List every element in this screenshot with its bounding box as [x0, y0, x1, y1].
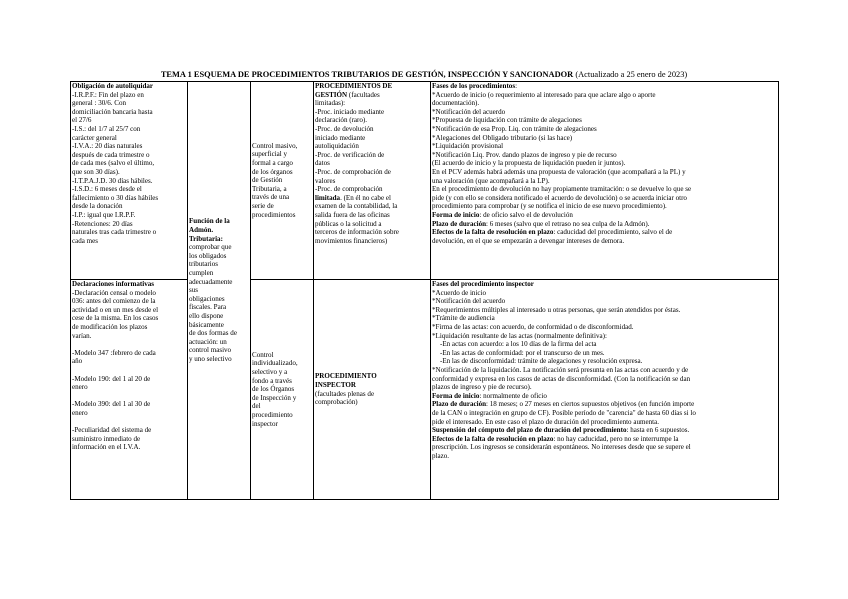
autoliquidar-line: el 27/6	[72, 116, 92, 125]
autoliquidar-line: de cada mes (salvo el último,	[72, 159, 155, 168]
fi-plazo-text: : 18 meses; o 27 meses en ciertos supuestos objetivos (en función importe	[486, 400, 695, 409]
fases-inspector-line: *Trámite de audiencia	[432, 314, 495, 323]
modelo-190-line: -Modelo 190: del 1 al 20 de	[72, 374, 151, 383]
autoliquidar-header: Obligación de autoliquidar	[72, 82, 154, 90]
autoliquidar-line: que son 30 días).	[72, 167, 120, 176]
autoliquidar-line: -I.R.P.F.: Fin del plazo en	[72, 90, 144, 99]
fi-plazo-tail-line: de la CAN o integración en grupo de CF). Posible período de "carencia" de hasta 60 días si lo	[432, 408, 696, 417]
fases-gestion-line: *Acuerdo de inicio (o requerimiento al interesado para que aclare algo o aporte	[432, 90, 656, 99]
autoliquidar-line: -I.S.: del 1/7 al 25/7 con	[72, 124, 141, 133]
informativas-cell	[71, 280, 188, 500]
fg-plazo-text: : 6 meses (salvo que el retraso no sea culpa de la Admón).	[486, 219, 650, 228]
fases-gestion-line: *Propuesta de liquidación con trámite de alegaciones	[432, 116, 582, 125]
funcion-line: comprobar que	[189, 243, 232, 252]
funcion-line: actuación: un	[189, 337, 227, 346]
control-masivo-text	[252, 142, 312, 219]
inspector-line: (facultades plenas de	[315, 389, 375, 398]
funcion-line: adecuadamente	[189, 277, 233, 286]
modelo-390	[72, 400, 186, 417]
fases-gestion-header: Fases de los procedimientos	[432, 82, 516, 90]
gestion-line: -Proc. de verificación de	[315, 150, 385, 159]
informativas-intro-line: varían.	[72, 331, 92, 340]
fases-gestion-line: pide (y con ello se considera notificado el acuerdo de devolución) o se acuerda iniciar otro	[432, 193, 687, 202]
modelo-190-line: enero	[72, 383, 88, 392]
fg-efectos-label: Efectos de la falta de resolución en plazo	[432, 228, 554, 237]
fases-gestion-line: *Liquidación provisional	[432, 142, 504, 151]
autoliquidar-line: -I.V.A.: 20 días naturales	[72, 142, 143, 151]
funcion-cell	[188, 82, 251, 500]
fases-gestion-line: En el PCV además habrá además una propuesta de valoración (que acompañará a la PL) y	[432, 167, 686, 176]
funcion-line: ello dispone	[189, 311, 224, 320]
fg-efectos-text: : caducidad del procedimiento, salvo el de	[553, 228, 673, 237]
autoliquidar-line: desde la donación	[72, 202, 123, 211]
funcion-heading-line: Tributaria:	[189, 234, 223, 243]
gestion-line: -Proc. iniciado mediante	[315, 107, 385, 116]
fases-gestion-line: En el procedimiento de devolución no hay propiamente tramitación: o se devuelve lo que se	[432, 185, 692, 194]
control-individual-line: procedimiento	[252, 410, 293, 419]
funcion-line: de dos formas de	[189, 329, 237, 338]
control-masivo-line: formal a cargo	[252, 159, 293, 168]
fases-gestion-line: *Notificación del acuerdo	[432, 107, 506, 116]
gestion-line: autoliquidación	[315, 142, 359, 151]
gestion-header-1: PROCEDIMIENTOS DE	[315, 82, 393, 90]
funcion-heading-line: Función de la	[189, 217, 230, 226]
title-date: (Actualizado a 25 enero de 2023)	[573, 70, 688, 79]
fases-inspector-line: *Requerimientos múltiples al interesado u otras personas, que serán atendidos por éstas.	[432, 305, 681, 314]
gestion-tail-line: terceros de información sobre	[315, 228, 399, 237]
gestion-line: -Proc. de devolución	[315, 124, 374, 133]
gestion-line: iniciado mediante	[315, 133, 366, 142]
fi-plazo-tail-line: pide el interesado. En este caso el plazo de duración del procedimiento aumenta.	[432, 417, 659, 426]
autoliquidar-list	[72, 91, 186, 246]
fases-inspector-line: *Firma de las actas: con acuerdo, de conformidad o de disconformidad.	[432, 322, 634, 331]
control-individual-line: selectivo y a	[252, 368, 288, 377]
gestion-limitada: limitada	[315, 193, 341, 202]
fi-efectos-label: Efectos de la falta de resolución en plazo	[432, 434, 554, 443]
fases-inspector-subline: -En las actas de conformidad: por el transcurso de un mes.	[440, 348, 605, 357]
informativas-intro-line: de modificación los plazos	[72, 322, 148, 331]
autoliquidar-line: -I.S.D.: 6 meses desde el	[72, 185, 142, 194]
fg-forma-label: Forma de inicio	[432, 210, 480, 219]
control-masivo-line: serie de	[252, 201, 274, 210]
gestion-list	[315, 99, 429, 194]
document-title	[0, 70, 848, 80]
fases-gestion-cell	[431, 82, 779, 280]
control-individual-line: de Inspección y	[252, 393, 297, 402]
control-masivo-line: través de una	[252, 193, 290, 202]
fi-plazo-tail	[432, 409, 777, 426]
funcion-heading	[189, 217, 249, 243]
fi-efectos-tail-line: plazo.	[432, 451, 450, 460]
fi-efectos-tail-line: prescripción. Los ingresos se considerarán espontáneos. No intereses desde que se supere el	[432, 443, 691, 452]
gestion-tail-line: movimientos financieros)	[315, 236, 388, 245]
funcion-line: básicamente	[189, 320, 224, 329]
control-individual-text	[252, 351, 312, 428]
sii-line: suministro inmediato de	[72, 434, 141, 443]
fases-inspector-line: *Notificación del acuerdo	[432, 297, 506, 306]
gestion-line: -Proc. de comprobación	[315, 185, 383, 194]
sii-line: información en el I.V.A.	[72, 443, 141, 452]
funcion-line: obligaciones	[189, 294, 225, 303]
control-individual-line: individualizado,	[252, 359, 298, 368]
gestion-line: valores	[315, 176, 336, 185]
sii-line: -Peculiaridad del sistema de	[72, 426, 152, 435]
control-individual-line: del	[252, 402, 261, 411]
funcion-heading-line: Admón.	[189, 226, 214, 235]
fases-inspector-notificacion	[432, 366, 777, 392]
gestion-line: datos	[315, 159, 330, 168]
fases-inspector-header: Fases del procedimiento inspector	[432, 280, 534, 288]
informativas-intro-line: 036: antes del comienzo de la	[72, 297, 156, 306]
autoliquidar-line: después de cada trimestre o	[72, 150, 150, 159]
control-individual-line: de los Órganos	[252, 385, 295, 394]
gestion-cell	[314, 82, 431, 280]
funcion-line: cumplen	[189, 269, 214, 278]
fases-inspector-notif-line: *Notificación de la liquidación. La notificación será presunta en las actas con acuerdo y de	[432, 365, 689, 374]
inspector-cell	[314, 280, 431, 500]
funcion-line: control masivo	[189, 346, 232, 355]
control-individual-line: inspector	[252, 419, 278, 428]
sii-peculiaridad	[72, 426, 186, 452]
autoliquidar-line: general : 30/6. Con	[72, 99, 127, 108]
control-masivo-line: de Gestión	[252, 176, 283, 185]
control-individual-line: fondo a través	[252, 376, 292, 385]
gestion-line: -Proc. de comprobación de	[315, 167, 391, 176]
autoliquidar-line: carácter general	[72, 133, 117, 142]
control-individual-cell	[251, 280, 314, 500]
fg-plazo-label: Plazo de duración	[432, 219, 487, 228]
fi-plazo-label: Plazo de duración	[432, 400, 487, 409]
autoliquidar-line: fallecimiento o 30 días hábiles	[72, 193, 159, 202]
fases-gestion-line: *Alegaciones del Obligado tributario (si las hace)	[432, 133, 573, 142]
gestion-tail-line: examen de la contabilidad, la	[315, 202, 398, 211]
modelo-390-line: -Modelo 390: del 1 al 30 de	[72, 400, 151, 409]
informativas-intro	[72, 289, 186, 341]
fases-gestion-header-suffix: :	[515, 82, 518, 90]
procedures-table	[70, 81, 779, 500]
fg-forma-text: : de oficio salvo el de devolución	[479, 210, 573, 219]
informativas-intro-line: -Declaración censal o modelo	[72, 288, 156, 297]
fases-gestion-line: *Notificación de esa Prop. Liq. con trámite de alegaciones	[432, 124, 597, 133]
modelo-390-line: enero	[72, 408, 88, 417]
fases-inspector-line: *Liquidación resultante de las actas (normalmente definitiva):	[432, 331, 607, 340]
control-masivo-line: de los órganos	[252, 167, 293, 176]
fases-inspector-list	[432, 289, 777, 341]
control-masivo-cell	[251, 82, 314, 280]
funcion-line: fiscales. Para	[189, 303, 227, 312]
gestion-header-suffix: (facultades	[347, 90, 380, 99]
autoliquidar-line: -I.T.P.A.J.D. 30 días hábiles.	[72, 176, 153, 185]
fi-efectos-text: : no hay caducidad, pero no se interrumpe la	[553, 434, 679, 443]
gestion-header-2: GESTIÓN	[315, 90, 348, 99]
fases-gestion-line: (El acuerdo de inicio y la propuesta de liquidación pueden ir juntos).	[432, 159, 626, 168]
fi-efectos-tail	[432, 443, 777, 460]
inspector-header-2: INSPECTOR	[315, 380, 356, 389]
funcion-line: sus	[189, 286, 199, 295]
gestion-line: declaración (raro).	[315, 116, 368, 125]
funcion-line: y uno selectivo	[189, 354, 232, 363]
funcion-text	[189, 243, 249, 363]
fi-forma-text: : normalmente de oficio	[479, 391, 547, 400]
fases-gestion-line: una valoración (que acompañará a la LP).	[432, 176, 550, 185]
autoliquidar-line: naturales tras cada trimestre o	[72, 228, 157, 237]
gestion-tail	[315, 202, 429, 245]
gestion-tail-line: salida fuera de las oficinas	[315, 210, 390, 219]
gestion-tail-line: públicas o la solicitud a	[315, 219, 382, 228]
fases-inspector-notif-line: conformidad y expresa en los casos de actas de disconformidad. (Con la notificación se dan	[432, 374, 691, 383]
control-masivo-line: Control masivo,	[252, 141, 298, 150]
fi-suspension-label: Suspensión del cómputo del plazo de duración del procedimiento	[432, 426, 627, 435]
inspector-line: comprobación)	[315, 398, 358, 407]
modelo-347-line: año	[72, 357, 83, 366]
fases-inspector-subline: -En actas con acuerdo: a los 10 días de la firma del acta	[440, 340, 597, 349]
informativas-intro-line: actividad o en un mes desde el	[72, 305, 159, 314]
modelo-190	[72, 375, 186, 392]
modelo-347-line: -Modelo 347 :febrero de cada	[72, 348, 156, 357]
title-main: TEMA 1 ESQUEMA DE PROCEDIMIENTOS TRIBUTARIOS DE GESTIÓN, INSPECCIÓN Y SANCIONADOR	[160, 70, 574, 79]
modelo-347	[72, 349, 186, 366]
fi-forma-label: Forma de inicio	[432, 391, 480, 400]
fg-efectos-tail: devolución, en el que se empezarán a devengar intereses de demora.	[432, 236, 625, 245]
autoliquidar-cell	[71, 82, 188, 280]
autoliquidar-line: -I.P.: igual que I.R.P.F.	[72, 210, 136, 219]
funcion-line: tributarios	[189, 260, 218, 269]
control-masivo-line: Tributaria, a	[252, 184, 287, 193]
inspector-header-1: PROCEDIMIENTO	[315, 372, 377, 381]
informativas-intro-line: cese de la misma. En los casos	[72, 314, 159, 323]
control-masivo-line: superficial y	[252, 150, 288, 159]
inspector-text	[315, 390, 429, 407]
fases-inspector-sublist	[432, 340, 777, 366]
fi-suspension-text: : hasta en 6 supuestos.	[626, 426, 690, 435]
funcion-line: los obligados	[189, 251, 227, 260]
fases-inspector-line: *Acuerdo de inicio	[432, 288, 487, 297]
fases-gestion-list	[432, 91, 777, 211]
autoliquidar-line: domiciliación bancaria hasta	[72, 107, 153, 116]
fases-inspector-notif-line: plazos de ingreso y pie de recurso).	[432, 383, 532, 392]
fases-inspector-subline: -En las de disconformidad: trámite de alegaciones y resolución expresa.	[440, 357, 643, 366]
informativas-header: Declaraciones informativas	[72, 280, 154, 288]
autoliquidar-line: cada mes	[72, 236, 99, 245]
fases-gestion-line: documentación).	[432, 99, 480, 108]
fases-inspector-cell	[431, 280, 779, 500]
autoliquidar-line: -Retenciones: 20 días	[72, 219, 133, 228]
fases-gestion-line: procedimiento para comprobar (y se notifica el inicio de ese nuevo procedimiento).	[432, 202, 667, 211]
gestion-line: limitadas):	[315, 99, 346, 108]
gestion-limitada-rest: . (En él no cabe el	[340, 193, 391, 202]
fases-gestion-line: *Notificación Liq. Prov. dando plazos de ingreso y pie de recurso	[432, 150, 617, 159]
control-individual-line: Control	[252, 350, 274, 359]
control-masivo-line: procedimientos	[252, 210, 296, 219]
